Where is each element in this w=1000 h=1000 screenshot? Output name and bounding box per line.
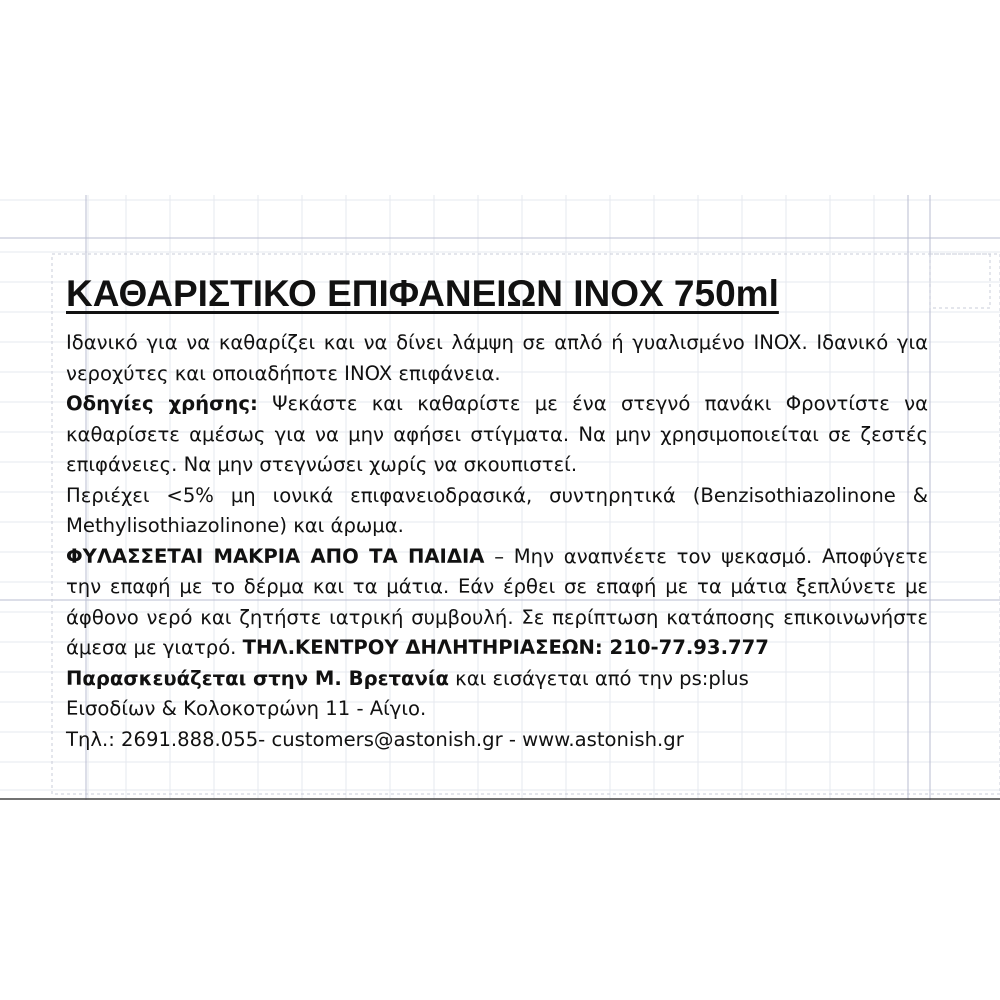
instructions-text: Ψεκάστε και καθαρίστε με ένα στεγνό πανάκι Φροντίστε να καθαρίσετε αμέσως για να μην αφήσει στίγματα. Να μην χρησιμοποιείται σε ζεστές επιφάνειες. Να μην στεγνώσει χωρίς να σκουπιστεί. — [66, 392, 928, 476]
product-label — [66, 268, 928, 755]
contents-paragraph: Περιέχει <5% μη ιονικά επιφανειοδρασικά, συντηρητικά (Benzisothiazolinone & Methylisothiazolinone) και άρωμα. — [66, 483, 928, 537]
origin-label: Παρασκευάζεται στην Μ. Βρετανία — [66, 666, 449, 690]
origin-line — [66, 664, 928, 695]
product-title: ΚΑΘΑΡΙΣΤΙΚΟ ΕΠΙΦΑΝΕΙΩΝ INOX 750ml — [66, 273, 779, 314]
warning-paragraph — [66, 542, 928, 664]
intro-paragraph: Ιδανικό για να καθαρίζει και να δίνει λάμψη σε απλό ή γυαλισμένο INOX. Ιδανικό για νεροχύτες και οποιαδήποτε INOX επιφάνεια. — [66, 331, 928, 385]
address-line: Εισοδίων & Κολοκοτρώνη 11 - Αίγιο. — [66, 697, 427, 720]
instructions-paragraph — [66, 389, 928, 481]
warning-text: – Μην αναπνέετε τον ψεκασμό. Αποφύγετε την επαφή με το δέρμα και τα μάτια. Εάν έρθει σε επαφή με τα μάτια ξεπλύνετε με άφθονο νερό και ζητήστε ιατρική συμβουλή. Σε περίπτωση κατάποσης επικοινωνήστε άμεσα με γιατρό. — [66, 544, 929, 659]
origin-text: και εισάγεται από την ps:plus — [448, 666, 749, 690]
poison-center-phone: ΤΗΛ.ΚΕΝΤΡΟΥ ΔΗΛΗΤΗΡΙΑΣΕΩΝ: 210-77.93.777 — [242, 636, 769, 659]
instructions-label: Οδηγίες χρήσης: — [66, 392, 258, 415]
contact-line: Τηλ.: 2691.888.055- customers@astonish.gr - www.astonish.gr — [66, 727, 684, 751]
warning-label: ΦΥΛΑΣΣΕΤΑΙ ΜΑΚΡΙΑ ΑΠΟ ΤΑ ΠΑΙΔΙΑ — [66, 544, 485, 568]
